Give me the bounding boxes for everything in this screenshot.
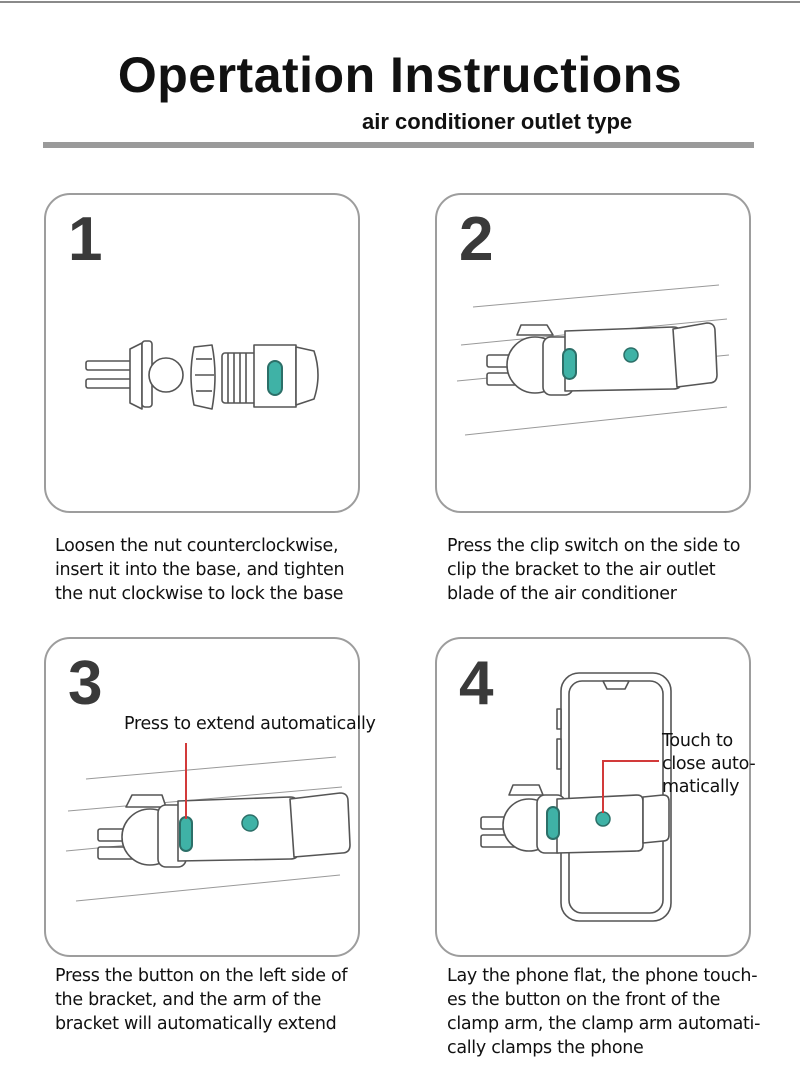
step-2-description: [447, 534, 777, 606]
step-3-description: [55, 964, 385, 1036]
step-1-line: insert it into the base, and tighten: [55, 560, 345, 580]
step-1-description: [55, 534, 385, 606]
step-2-panel: [435, 193, 751, 513]
step-3-line: the bracket, and the arm of the: [55, 990, 322, 1010]
step-2-line: blade of the air conditioner: [447, 584, 677, 604]
step-3-number: 3: [68, 649, 103, 718]
step-3-line: bracket will automatically extend: [55, 1014, 337, 1034]
page-title: Opertation Instructions: [117, 47, 683, 103]
step-4-number: 4: [459, 649, 494, 718]
step-4-line: cally clamps the phone: [447, 1038, 644, 1058]
step-1-panel: [44, 193, 360, 513]
step-4-callout-line: matically: [662, 777, 740, 797]
step-4-callout: [662, 730, 755, 799]
step-4-line: clamp arm, the clamp arm automati-: [447, 1014, 761, 1034]
step-4-line: Lay the phone flat, the phone touch-: [447, 966, 758, 986]
page-subtitle: air conditioner outlet type: [362, 109, 633, 134]
step-4-line: es the button on the front of the: [447, 990, 721, 1010]
step-3-line: Press the button on the left side of: [55, 966, 348, 986]
step-4-callout-line: close auto-: [662, 754, 756, 774]
step-3-callout: Press to extend automatically: [124, 714, 376, 734]
step-4-callout-line: Touch to: [662, 731, 733, 751]
step-2-number: 2: [459, 205, 494, 274]
step-1-line: Loosen the nut counterclockwise,: [55, 536, 339, 556]
step-3-panel: [44, 637, 360, 957]
step-2-line: Press the clip switch on the side to: [447, 536, 741, 556]
top-rule: [0, 1, 800, 3]
step-1-number: 1: [68, 205, 103, 274]
header-divider: [43, 142, 754, 148]
step-1-line: the nut clockwise to lock the base: [55, 584, 344, 604]
step-2-line: clip the bracket to the air outlet: [447, 560, 716, 580]
step-4-description: [447, 964, 787, 1060]
